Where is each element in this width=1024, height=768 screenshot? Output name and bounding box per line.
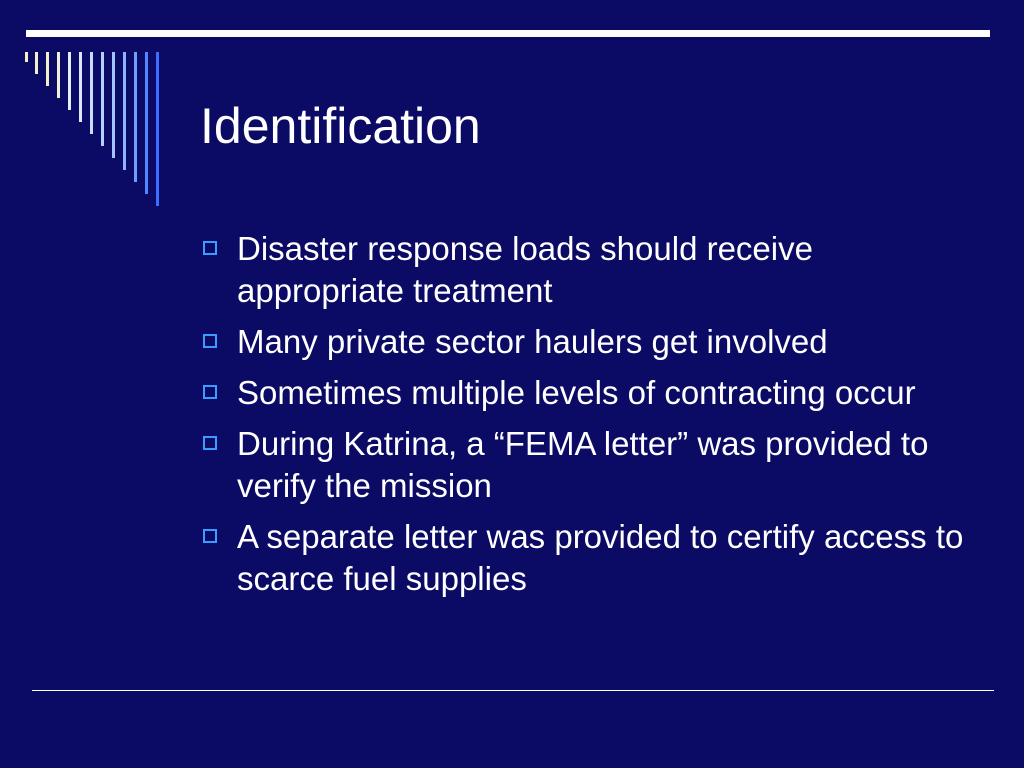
hollow-square-icon (203, 529, 217, 543)
decor-bar (90, 52, 93, 134)
top-rule (26, 30, 990, 37)
decor-bar (112, 52, 115, 158)
bullet-text: Many private sector haulers get involved (237, 323, 828, 360)
slide-title: Identification (200, 98, 481, 154)
decor-bar (145, 52, 148, 194)
decor-bar (156, 52, 159, 206)
decor-bar (46, 52, 49, 86)
hollow-square-icon (203, 436, 217, 450)
hollow-square-icon (203, 334, 217, 348)
bullet-item (200, 372, 980, 414)
bullet-text: Sometimes multiple levels of contracting occur (237, 374, 916, 411)
hollow-square-icon (203, 385, 217, 399)
bullet-item (200, 423, 980, 507)
bottom-rule (32, 690, 994, 691)
decor-bar (123, 52, 126, 170)
decor-bar (101, 52, 104, 146)
bullet-text: A separate letter was provided to certify access to scarce fuel supplies (237, 518, 964, 597)
bullet-text: Disaster response loads should receive appropriate treatment (237, 230, 813, 309)
bullet-item (200, 321, 980, 363)
decor-bar (134, 52, 137, 182)
bullet-list (200, 228, 980, 609)
decor-bar (57, 52, 60, 98)
bullet-text: During Katrina, a “FEMA letter” was provided to verify the mission (237, 425, 929, 504)
decor-bar (68, 52, 71, 110)
decor-bar (25, 52, 28, 62)
hollow-square-icon (203, 241, 217, 255)
decor-bar (79, 52, 82, 122)
bullet-item (200, 228, 980, 312)
bullet-item (200, 516, 980, 600)
decor-bar (35, 52, 38, 74)
